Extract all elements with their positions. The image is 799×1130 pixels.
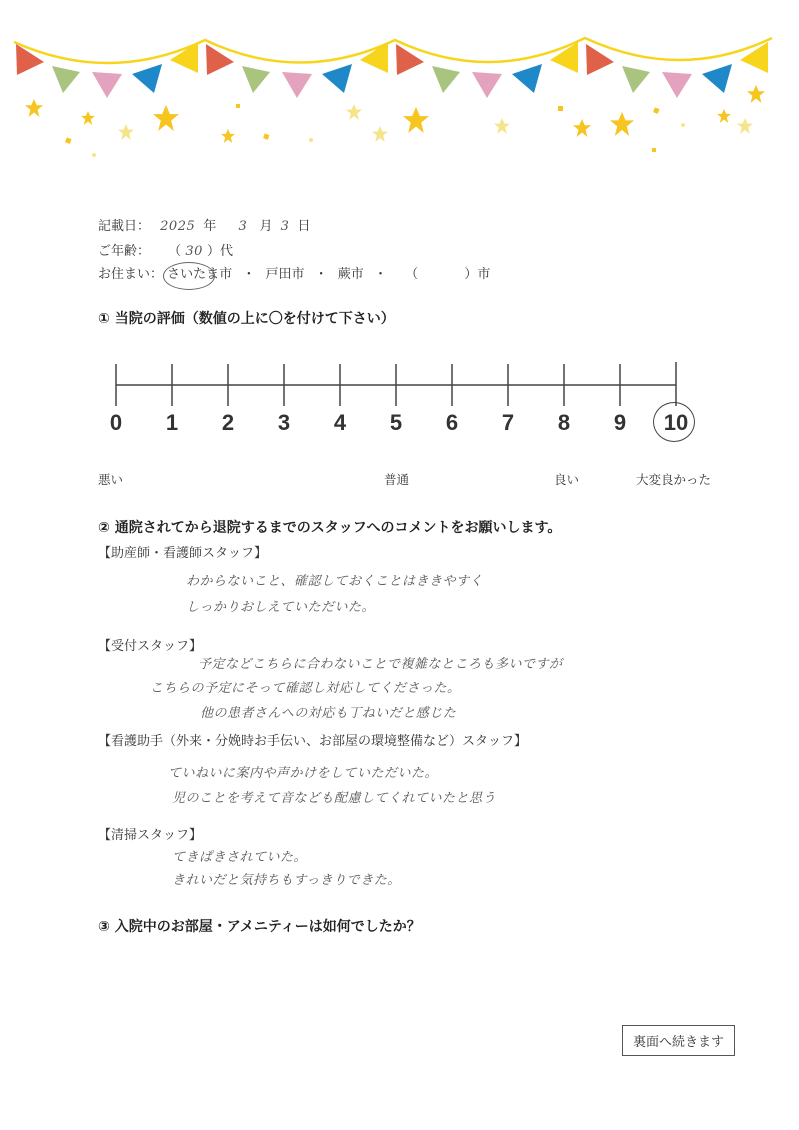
residence-option-warabi[interactable]: 蕨市 bbox=[337, 267, 364, 282]
staff-group-nursing-assistant-label: 【看護助手（外来・分娩時お手伝い、お部屋の環境整備など）スタッフ】 bbox=[98, 734, 528, 749]
residence-row bbox=[98, 263, 490, 282]
rating-option-3[interactable]: 3 bbox=[277, 410, 291, 435]
rating-option-2[interactable]: 2 bbox=[221, 410, 235, 435]
residence-option-toda[interactable]: 戸田市 bbox=[265, 267, 305, 282]
selection-circle bbox=[163, 262, 215, 290]
bunting-banner-decoration bbox=[0, 0, 799, 165]
rating-option-4[interactable]: 4 bbox=[333, 410, 347, 435]
comment-midwife-nurse-line-1[interactable]: わからないこと、確認しておくことはききやすく bbox=[186, 574, 484, 589]
comment-midwife-nurse-line-2[interactable]: しっかりおしえていただいた。 bbox=[186, 600, 376, 615]
residence-other-open: （ bbox=[405, 267, 419, 282]
comment-cleaning-line-1[interactable]: てきぱきされていた。 bbox=[172, 850, 308, 865]
date-year-unit: 年 bbox=[203, 219, 217, 234]
residence-option-saitama-label: さいたま市 bbox=[167, 267, 233, 282]
residence-other-close: ）市 bbox=[464, 267, 491, 282]
age-value[interactable]: 30 bbox=[185, 244, 203, 259]
comment-nursing-assistant-line-2[interactable]: 児のことを考えて音なども配慮してくれていたと思う bbox=[172, 791, 497, 806]
section2-title: ② 通院されてから退院するまでのスタッフへのコメントをお願いします。 bbox=[98, 520, 562, 536]
separator: ・ bbox=[373, 267, 387, 282]
age-row bbox=[98, 240, 233, 259]
age-open-paren: （ bbox=[168, 244, 182, 259]
section1-title: ① 当院の評価（数値の上に〇を付けて下さい） bbox=[98, 311, 395, 327]
separator: ・ bbox=[242, 267, 256, 282]
comment-cleaning-line-2[interactable]: きれいだと気持ちもすっきりできた。 bbox=[172, 873, 401, 888]
date-row bbox=[98, 215, 311, 234]
rating-option-0[interactable]: 0 bbox=[109, 410, 123, 435]
staff-group-midwife-nurse-label: 【助産師・看護師スタッフ】 bbox=[98, 546, 268, 561]
date-month-value[interactable]: 3 bbox=[238, 219, 248, 234]
date-day-unit: 日 bbox=[297, 219, 311, 234]
section3-title: ③ 入院中のお部屋・アメニティーは如何でしたか？ bbox=[98, 919, 421, 935]
comment-reception-line-3[interactable]: 他の患者さんへの対応も丁ねいだと感じた bbox=[200, 706, 457, 721]
scale-anchor-normal: 普通 bbox=[384, 472, 410, 487]
staff-group-reception-label: 【受付スタッフ】 bbox=[98, 639, 203, 654]
residence-option-saitama[interactable] bbox=[167, 267, 236, 282]
section3-answer-area[interactable] bbox=[98, 942, 698, 1012]
comment-reception-line-2[interactable]: こちらの予定にそって確認し対応してくださった。 bbox=[150, 681, 461, 696]
rating-option-8[interactable]: 8 bbox=[557, 410, 571, 435]
date-label: 記載日： bbox=[98, 219, 151, 234]
date-year-value[interactable]: 2025 bbox=[160, 219, 196, 234]
rating-option-1[interactable]: 1 bbox=[165, 410, 179, 435]
age-close-paren: ）代 bbox=[207, 244, 234, 259]
age-label: ご年齢： bbox=[98, 244, 151, 259]
rating-option-9[interactable]: 9 bbox=[613, 410, 627, 435]
rating-option-7[interactable]: 7 bbox=[501, 410, 515, 435]
rating-option-5[interactable]: 5 bbox=[389, 410, 403, 435]
rating-option-6[interactable]: 6 bbox=[445, 410, 459, 435]
continue-on-back-notice: 裏面へ続きます bbox=[622, 1025, 735, 1056]
date-month-unit: 月 bbox=[259, 219, 273, 234]
selected-rating-circle bbox=[653, 402, 695, 442]
scale-anchor-bad: 悪い bbox=[98, 472, 124, 487]
date-day-value[interactable]: 3 bbox=[280, 219, 290, 234]
rating-option-10[interactable]: 10 bbox=[663, 410, 689, 435]
comment-reception-line-1[interactable]: 予定などこちらに合わないことで複雑なところも多いですが bbox=[198, 657, 563, 672]
residence-label: お住まい： bbox=[98, 267, 164, 282]
staff-group-cleaning-label: 【清掃スタッフ】 bbox=[98, 828, 203, 843]
scale-anchor-good: 良い bbox=[554, 472, 580, 487]
scale-anchor-very-good: 大変良かった bbox=[636, 472, 712, 487]
rating-scale-line bbox=[110, 360, 690, 410]
separator: ・ bbox=[314, 267, 328, 282]
comment-nursing-assistant-line-1[interactable]: ていねいに案内や声かけをしていただいた。 bbox=[168, 766, 439, 781]
